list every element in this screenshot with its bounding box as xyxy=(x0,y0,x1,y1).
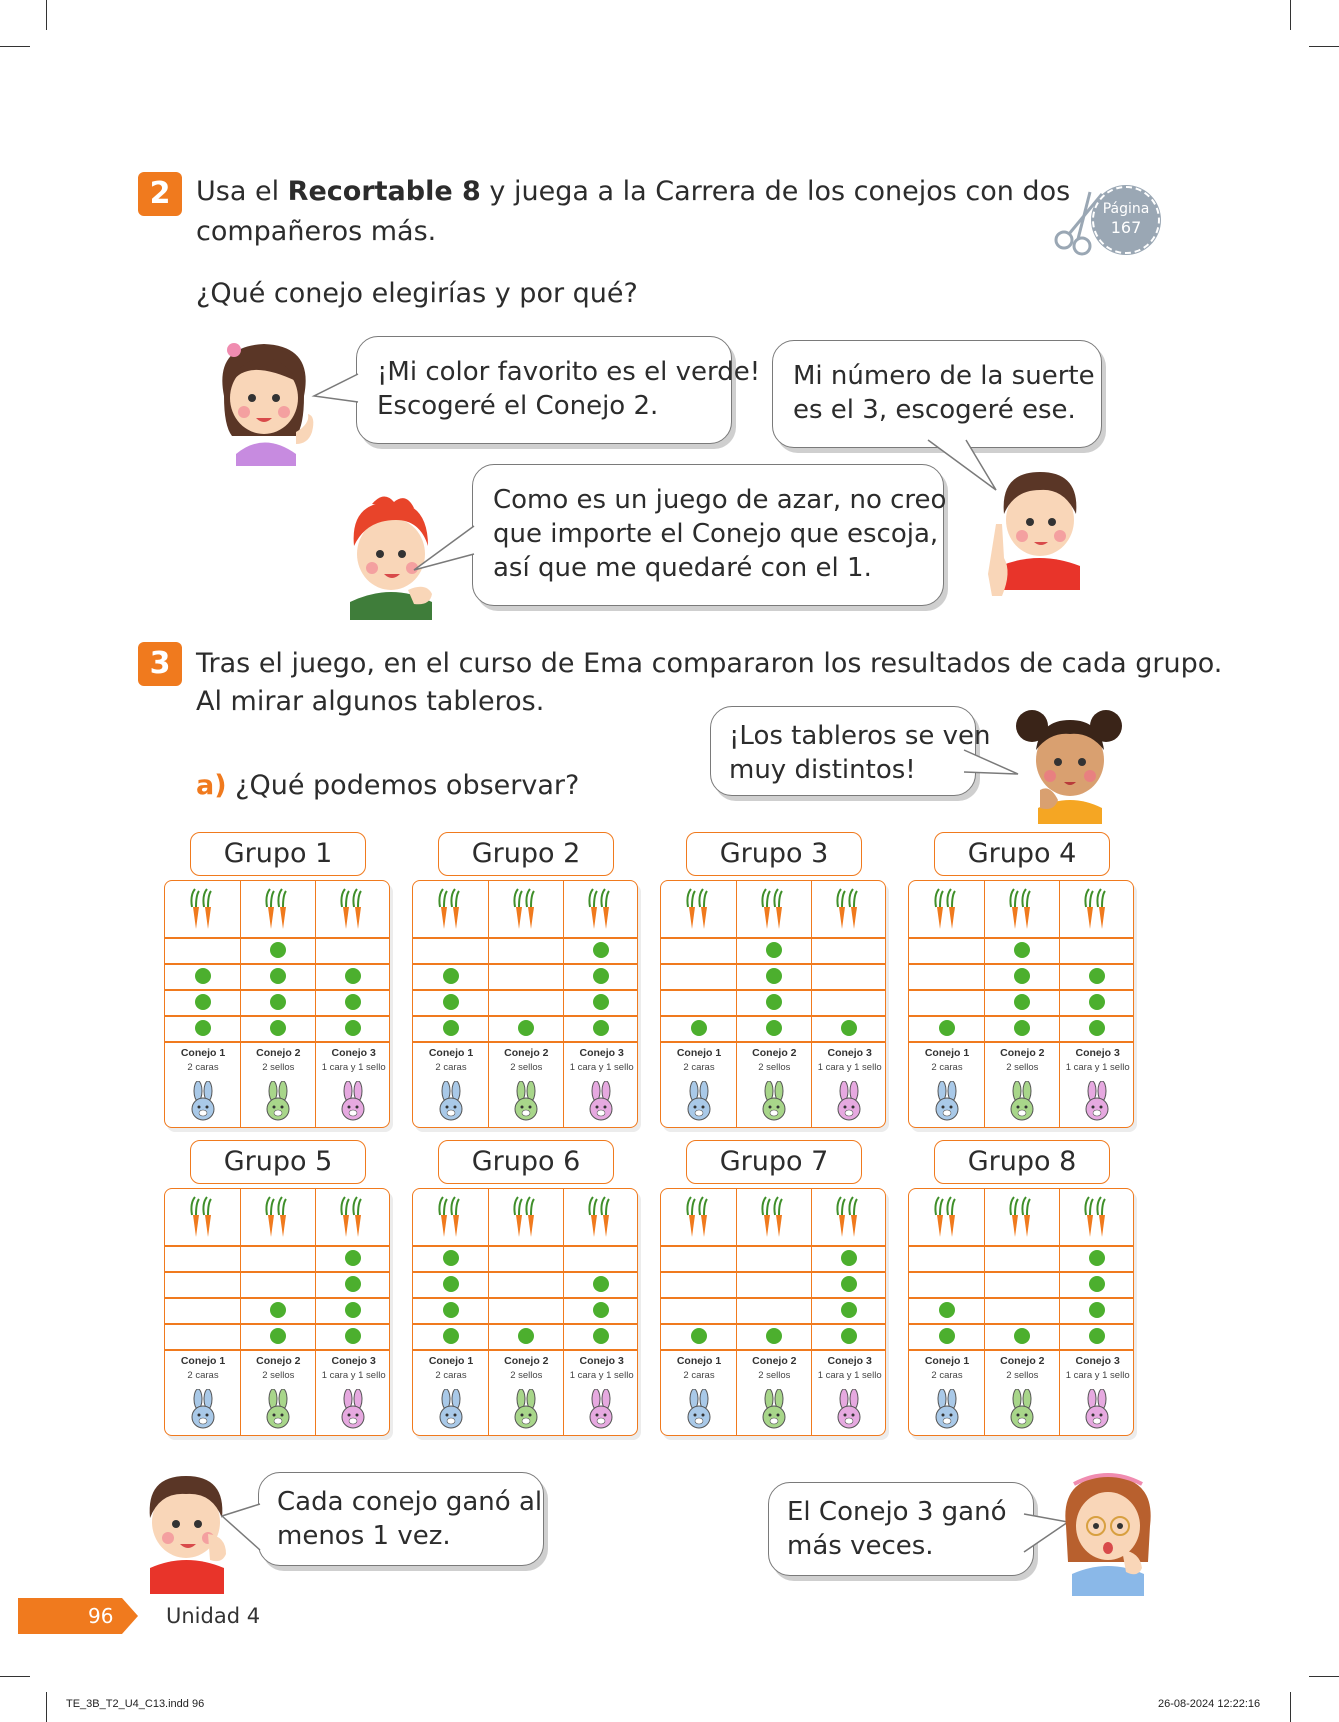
rabbit-name: Conejo 1 xyxy=(180,1355,226,1367)
carrot-icon xyxy=(1081,1195,1113,1239)
carrot-icon xyxy=(187,1195,219,1239)
board-row-line xyxy=(413,1015,637,1017)
advance-dot xyxy=(270,968,286,984)
exercise-3-number: 3 xyxy=(138,642,182,686)
speech-bubble-red-haired-boy xyxy=(472,464,947,606)
board-row-line xyxy=(909,989,1133,991)
race-board xyxy=(164,880,390,1128)
board-row-line xyxy=(909,963,1133,965)
board-column-line xyxy=(240,881,242,1127)
exercise-2-question: ¿Qué conejo elegirías y por qué? xyxy=(196,278,638,309)
rabbit-result: 2 caras xyxy=(187,1062,219,1073)
advance-dot xyxy=(195,1020,211,1036)
advance-dot xyxy=(1089,1250,1105,1266)
rabbit-icon xyxy=(263,1389,293,1429)
part-a-question xyxy=(196,768,579,804)
bubble-line: Mi número de la suerte xyxy=(793,361,1095,391)
group-label: Grupo 7 xyxy=(686,1140,862,1184)
rabbit-icon xyxy=(834,1081,864,1121)
rabbit-name: Conejo 1 xyxy=(676,1355,722,1367)
rabbit-result: 2 caras xyxy=(683,1062,715,1073)
board-column-line xyxy=(811,881,813,1127)
advance-dot xyxy=(345,1276,361,1292)
board-row-line xyxy=(165,989,389,991)
bubble-line: menos 1 vez. xyxy=(277,1521,451,1551)
rabbit-icon xyxy=(338,1081,368,1121)
board-column-line xyxy=(488,881,490,1127)
race-board xyxy=(660,880,886,1128)
bubble-line: así que me quedaré con el 1. xyxy=(493,553,872,583)
rabbit-icon xyxy=(586,1081,616,1121)
bubble-line: es el 3, escogeré ese. xyxy=(793,395,1076,425)
rabbit-icon xyxy=(338,1389,368,1429)
advance-dot xyxy=(939,1302,955,1318)
exercise-3-text-line2: Al mirar algunos tableros. xyxy=(196,686,545,717)
board-row-line xyxy=(661,1015,885,1017)
group-label: Grupo 5 xyxy=(190,1140,366,1184)
speech-bubble-boy-bottom xyxy=(258,1472,544,1566)
advance-dot xyxy=(766,968,782,984)
advance-dot xyxy=(443,1250,459,1266)
rabbit-name: Conejo 3 xyxy=(827,1047,872,1059)
board-column-line xyxy=(240,1189,242,1435)
board-column-line xyxy=(1059,881,1061,1127)
board-column-line xyxy=(811,1189,813,1435)
advance-dot xyxy=(766,1020,782,1036)
rabbit-result: 2 caras xyxy=(435,1370,467,1381)
rabbit-result: 2 sellos xyxy=(758,1062,791,1073)
advance-dot xyxy=(270,942,286,958)
bubble-line: Cada conejo ganó al xyxy=(277,1487,543,1517)
advance-dot xyxy=(841,1276,857,1292)
carrot-icon xyxy=(337,887,369,931)
rabbit-icon xyxy=(511,1389,541,1429)
board-row-line xyxy=(165,1041,389,1043)
advance-dot xyxy=(345,1250,361,1266)
race-board xyxy=(412,1188,638,1436)
carrot-icon xyxy=(931,887,963,931)
intro-text: y juega a la Carrera de los conejos con dos xyxy=(480,176,1071,207)
rabbit-icon xyxy=(932,1081,962,1121)
advance-dot xyxy=(345,1302,361,1318)
rabbit-icon xyxy=(684,1081,714,1121)
carrot-icon xyxy=(510,1195,542,1239)
board-row-line xyxy=(413,1323,637,1325)
board-row-line xyxy=(165,1323,389,1325)
race-board xyxy=(660,1188,886,1436)
board-row-line xyxy=(413,1041,637,1043)
advance-dot xyxy=(593,1328,609,1344)
bubble-line: más veces. xyxy=(787,1531,934,1561)
rabbit-name: Conejo 1 xyxy=(180,1047,226,1059)
board-row-line xyxy=(413,1297,637,1299)
carrot-icon xyxy=(758,887,790,931)
rabbit-name: Conejo 1 xyxy=(924,1047,970,1059)
board-row-line xyxy=(661,1349,885,1351)
bubble-line: que importe el Conejo que escoja, xyxy=(493,519,939,549)
race-board xyxy=(412,880,638,1128)
advance-dot xyxy=(443,968,459,984)
advance-dot xyxy=(766,1328,782,1344)
rabbit-result: 2 sellos xyxy=(1006,1062,1039,1073)
group-label: Grupo 1 xyxy=(190,832,366,876)
board-row-line xyxy=(165,1297,389,1299)
crop-mark xyxy=(46,1692,47,1722)
board-row-line xyxy=(909,1245,1133,1247)
advance-dot xyxy=(1089,1302,1105,1318)
board-row-line xyxy=(165,1349,389,1351)
carrot-icon xyxy=(510,887,542,931)
bubble-tail xyxy=(412,520,482,580)
rabbit-icon xyxy=(759,1081,789,1121)
race-board xyxy=(908,1188,1134,1436)
advance-dot xyxy=(1089,1276,1105,1292)
crop-mark xyxy=(46,0,47,30)
carrot-icon xyxy=(262,887,294,931)
advance-dot xyxy=(345,1020,361,1036)
board-column-line xyxy=(488,1189,490,1435)
board-column-line xyxy=(315,1189,317,1435)
advance-dot xyxy=(443,1328,459,1344)
speech-bubble-boy-right xyxy=(772,340,1102,448)
advance-dot xyxy=(766,994,782,1010)
advance-dot xyxy=(691,1020,707,1036)
advance-dot xyxy=(443,1302,459,1318)
page-badge-number: 167 xyxy=(1110,218,1142,237)
rabbit-icon xyxy=(1082,1389,1112,1429)
board-column-line xyxy=(984,1189,986,1435)
board-row-line xyxy=(165,963,389,965)
rabbit-name: Conejo 3 xyxy=(331,1047,376,1059)
rabbit-icon xyxy=(436,1389,466,1429)
race-board xyxy=(164,1188,390,1436)
advance-dot xyxy=(841,1250,857,1266)
speech-bubble-girl-bottom xyxy=(768,1482,1034,1576)
rabbit-name: Conejo 1 xyxy=(924,1355,970,1367)
recortable-label: Recortable 8 xyxy=(287,176,481,207)
rabbit-result: 2 caras xyxy=(683,1370,715,1381)
rabbit-name: Conejo 2 xyxy=(752,1047,797,1059)
rabbit-name: Conejo 1 xyxy=(676,1047,722,1059)
board-row-line xyxy=(413,1271,637,1273)
advance-dot xyxy=(593,1302,609,1318)
advance-dot xyxy=(766,942,782,958)
rabbit-icon xyxy=(586,1389,616,1429)
carrot-icon xyxy=(187,887,219,931)
group-label: Grupo 3 xyxy=(686,832,862,876)
rabbit-result: 1 cara y 1 sello xyxy=(569,1062,634,1073)
rabbit-name: Conejo 2 xyxy=(504,1355,549,1367)
board-row-line xyxy=(909,1015,1133,1017)
page-reference-badge xyxy=(1050,186,1160,266)
board-row-line xyxy=(909,937,1133,939)
page-badge-label: Página xyxy=(1102,201,1150,217)
rabbit-name: Conejo 1 xyxy=(428,1047,474,1059)
rabbit-name: Conejo 2 xyxy=(256,1047,301,1059)
rabbit-icon xyxy=(188,1389,218,1429)
board-row-line xyxy=(413,1349,637,1351)
board-row-line xyxy=(165,1245,389,1247)
bubble-tail xyxy=(312,372,372,412)
rabbit-icon xyxy=(1082,1081,1112,1121)
carrot-icon xyxy=(683,887,715,931)
rabbit-icon xyxy=(684,1389,714,1429)
advance-dot xyxy=(270,994,286,1010)
rabbit-name: Conejo 3 xyxy=(579,1047,624,1059)
rabbit-name: Conejo 2 xyxy=(752,1355,797,1367)
advance-dot xyxy=(443,994,459,1010)
rabbit-icon xyxy=(188,1081,218,1121)
advance-dot xyxy=(939,1020,955,1036)
bubble-line: muy distintos! xyxy=(729,755,916,785)
advance-dot xyxy=(1089,968,1105,984)
carrot-icon xyxy=(833,887,865,931)
group-label: Grupo 8 xyxy=(934,1140,1110,1184)
advance-dot xyxy=(593,1276,609,1292)
slug-file: TE_3B_T2_U4_C13.indd 96 xyxy=(66,1698,205,1710)
board-row-line xyxy=(165,937,389,939)
rabbit-name: Conejo 3 xyxy=(1075,1355,1120,1367)
advance-dot xyxy=(1014,942,1030,958)
board-row-line xyxy=(909,1349,1133,1351)
board-row-line xyxy=(661,1245,885,1247)
crop-mark xyxy=(1290,0,1291,30)
exercise-2-intro-line2: compañeros más. xyxy=(196,216,437,247)
board-column-line xyxy=(736,1189,738,1435)
rabbit-result: 2 caras xyxy=(435,1062,467,1073)
board-row-line xyxy=(909,1041,1133,1043)
rabbit-result: 2 sellos xyxy=(758,1370,791,1381)
rabbit-result: 2 sellos xyxy=(262,1062,295,1073)
race-board xyxy=(908,880,1134,1128)
advance-dot xyxy=(939,1328,955,1344)
board-row-line xyxy=(661,989,885,991)
bubble-line: ¡Los tableros se ven xyxy=(729,721,991,751)
board-row-line xyxy=(661,963,885,965)
advance-dot xyxy=(270,1302,286,1318)
carrot-icon xyxy=(585,887,617,931)
carrot-icon xyxy=(758,1195,790,1239)
intro-text: Usa el xyxy=(196,176,288,207)
board-row-line xyxy=(413,963,637,965)
advance-dot xyxy=(1089,994,1105,1010)
board-row-line xyxy=(413,937,637,939)
bubble-line: Como es un juego de azar, no creo xyxy=(493,485,947,515)
exercise-2-intro xyxy=(196,174,1070,210)
part-a-label: a) xyxy=(196,770,227,801)
crop-mark xyxy=(1309,1676,1339,1677)
carrot-icon xyxy=(1006,887,1038,931)
ema-character xyxy=(1010,704,1130,824)
advance-dot xyxy=(1014,994,1030,1010)
advance-dot xyxy=(1089,1328,1105,1344)
advance-dot xyxy=(1014,1020,1030,1036)
carrot-icon xyxy=(262,1195,294,1239)
part-a-text: ¿Qué podemos observar? xyxy=(235,770,580,801)
board-column-line xyxy=(984,881,986,1127)
carrot-icon xyxy=(833,1195,865,1239)
advance-dot xyxy=(345,1328,361,1344)
advance-dot xyxy=(518,1328,534,1344)
advance-dot xyxy=(1014,1328,1030,1344)
rabbit-name: Conejo 2 xyxy=(256,1355,301,1367)
carrot-icon xyxy=(435,1195,467,1239)
rabbit-icon xyxy=(511,1081,541,1121)
bubble-tail xyxy=(220,1500,270,1560)
rabbit-name: Conejo 2 xyxy=(1000,1355,1045,1367)
girl-glasses-character xyxy=(1052,1466,1162,1596)
advance-dot xyxy=(691,1328,707,1344)
boy-red-shirt-character xyxy=(984,462,1094,602)
board-column-line xyxy=(563,1189,565,1435)
advance-dot xyxy=(195,994,211,1010)
advance-dot xyxy=(270,1328,286,1344)
advance-dot xyxy=(195,968,211,984)
rabbit-result: 2 sellos xyxy=(510,1062,543,1073)
rabbit-result: 1 cara y 1 sello xyxy=(817,1062,882,1073)
advance-dot xyxy=(518,1020,534,1036)
exercise-2-number: 2 xyxy=(138,172,182,216)
rabbit-result: 1 cara y 1 sello xyxy=(817,1370,882,1381)
advance-dot xyxy=(1089,1020,1105,1036)
crop-mark xyxy=(1290,1692,1291,1722)
board-row-line xyxy=(413,989,637,991)
rabbit-icon xyxy=(759,1389,789,1429)
rabbit-result: 2 caras xyxy=(931,1062,963,1073)
board-row-line xyxy=(661,1323,885,1325)
board-row-line xyxy=(909,1271,1133,1273)
crop-mark xyxy=(0,1676,30,1677)
advance-dot xyxy=(443,1276,459,1292)
advance-dot xyxy=(443,1020,459,1036)
rabbit-icon xyxy=(1007,1389,1037,1429)
carrot-icon xyxy=(585,1195,617,1239)
carrot-icon xyxy=(337,1195,369,1239)
board-row-line xyxy=(909,1297,1133,1299)
advance-dot xyxy=(593,1020,609,1036)
advance-dot xyxy=(345,994,361,1010)
rabbit-icon xyxy=(263,1081,293,1121)
bubble-line: El Conejo 3 ganó xyxy=(787,1497,1007,1527)
rabbit-result: 2 sellos xyxy=(510,1370,543,1381)
slug-date: 26-08-2024 12:22:16 xyxy=(1158,1698,1261,1710)
advance-dot xyxy=(1014,968,1030,984)
rabbit-name: Conejo 3 xyxy=(827,1355,872,1367)
group-label: Grupo 6 xyxy=(438,1140,614,1184)
carrot-icon xyxy=(931,1195,963,1239)
rabbit-result: 1 cara y 1 sello xyxy=(321,1370,386,1381)
rabbit-result: 2 sellos xyxy=(1006,1370,1039,1381)
rabbit-name: Conejo 1 xyxy=(428,1355,474,1367)
bubble-line: ¡Mi color favorito es el verde! xyxy=(377,357,761,387)
unit-label: Unidad 4 xyxy=(166,1604,261,1628)
crop-mark xyxy=(0,46,30,47)
rabbit-name: Conejo 3 xyxy=(579,1355,624,1367)
bubble-line: Escogeré el Conejo 2. xyxy=(377,391,659,421)
page-badge-circle xyxy=(1092,186,1160,254)
advance-dot xyxy=(270,1020,286,1036)
rabbit-icon xyxy=(834,1389,864,1429)
advance-dot xyxy=(593,968,609,984)
rabbit-icon xyxy=(932,1389,962,1429)
advance-dot xyxy=(841,1302,857,1318)
carrot-icon xyxy=(1006,1195,1038,1239)
rabbit-name: Conejo 2 xyxy=(1000,1047,1045,1059)
carrot-icon xyxy=(683,1195,715,1239)
board-row-line xyxy=(661,1297,885,1299)
board-row-line xyxy=(909,1323,1133,1325)
rabbit-name: Conejo 2 xyxy=(504,1047,549,1059)
girl-character xyxy=(204,336,324,466)
board-row-line xyxy=(165,1271,389,1273)
rabbit-icon xyxy=(1007,1081,1037,1121)
advance-dot xyxy=(593,994,609,1010)
carrot-icon xyxy=(1081,887,1113,931)
rabbit-name: Conejo 3 xyxy=(1075,1047,1120,1059)
board-row-line xyxy=(661,937,885,939)
speech-bubble-ema xyxy=(710,706,991,796)
rabbit-result: 2 sellos xyxy=(262,1370,295,1381)
advance-dot xyxy=(841,1020,857,1036)
board-row-line xyxy=(165,1015,389,1017)
crop-mark xyxy=(1309,46,1339,47)
board-column-line xyxy=(1059,1189,1061,1435)
page-number: 96 xyxy=(88,1604,114,1628)
rabbit-result: 1 cara y 1 sello xyxy=(321,1062,386,1073)
rabbit-result: 1 cara y 1 sello xyxy=(1065,1370,1130,1381)
speech-bubble-girl xyxy=(356,336,761,444)
rabbit-result: 2 caras xyxy=(187,1370,219,1381)
rabbit-result: 1 cara y 1 sello xyxy=(569,1370,634,1381)
advance-dot xyxy=(345,968,361,984)
board-row-line xyxy=(661,1041,885,1043)
board-column-line xyxy=(315,881,317,1127)
exercise-3-text-line1: Tras el juego, en el curso de Ema compararon los resultados de cada grupo. xyxy=(196,648,1223,679)
carrot-icon xyxy=(435,887,467,931)
board-row-line xyxy=(413,1245,637,1247)
rabbit-result: 1 cara y 1 sello xyxy=(1065,1062,1130,1073)
advance-dot xyxy=(593,942,609,958)
board-column-line xyxy=(563,881,565,1127)
rabbit-result: 2 caras xyxy=(931,1370,963,1381)
board-column-line xyxy=(736,881,738,1127)
group-label: Grupo 2 xyxy=(438,832,614,876)
advance-dot xyxy=(841,1328,857,1344)
rabbit-icon xyxy=(436,1081,466,1121)
group-label: Grupo 4 xyxy=(934,832,1110,876)
rabbit-name: Conejo 3 xyxy=(331,1355,376,1367)
board-row-line xyxy=(661,1271,885,1273)
